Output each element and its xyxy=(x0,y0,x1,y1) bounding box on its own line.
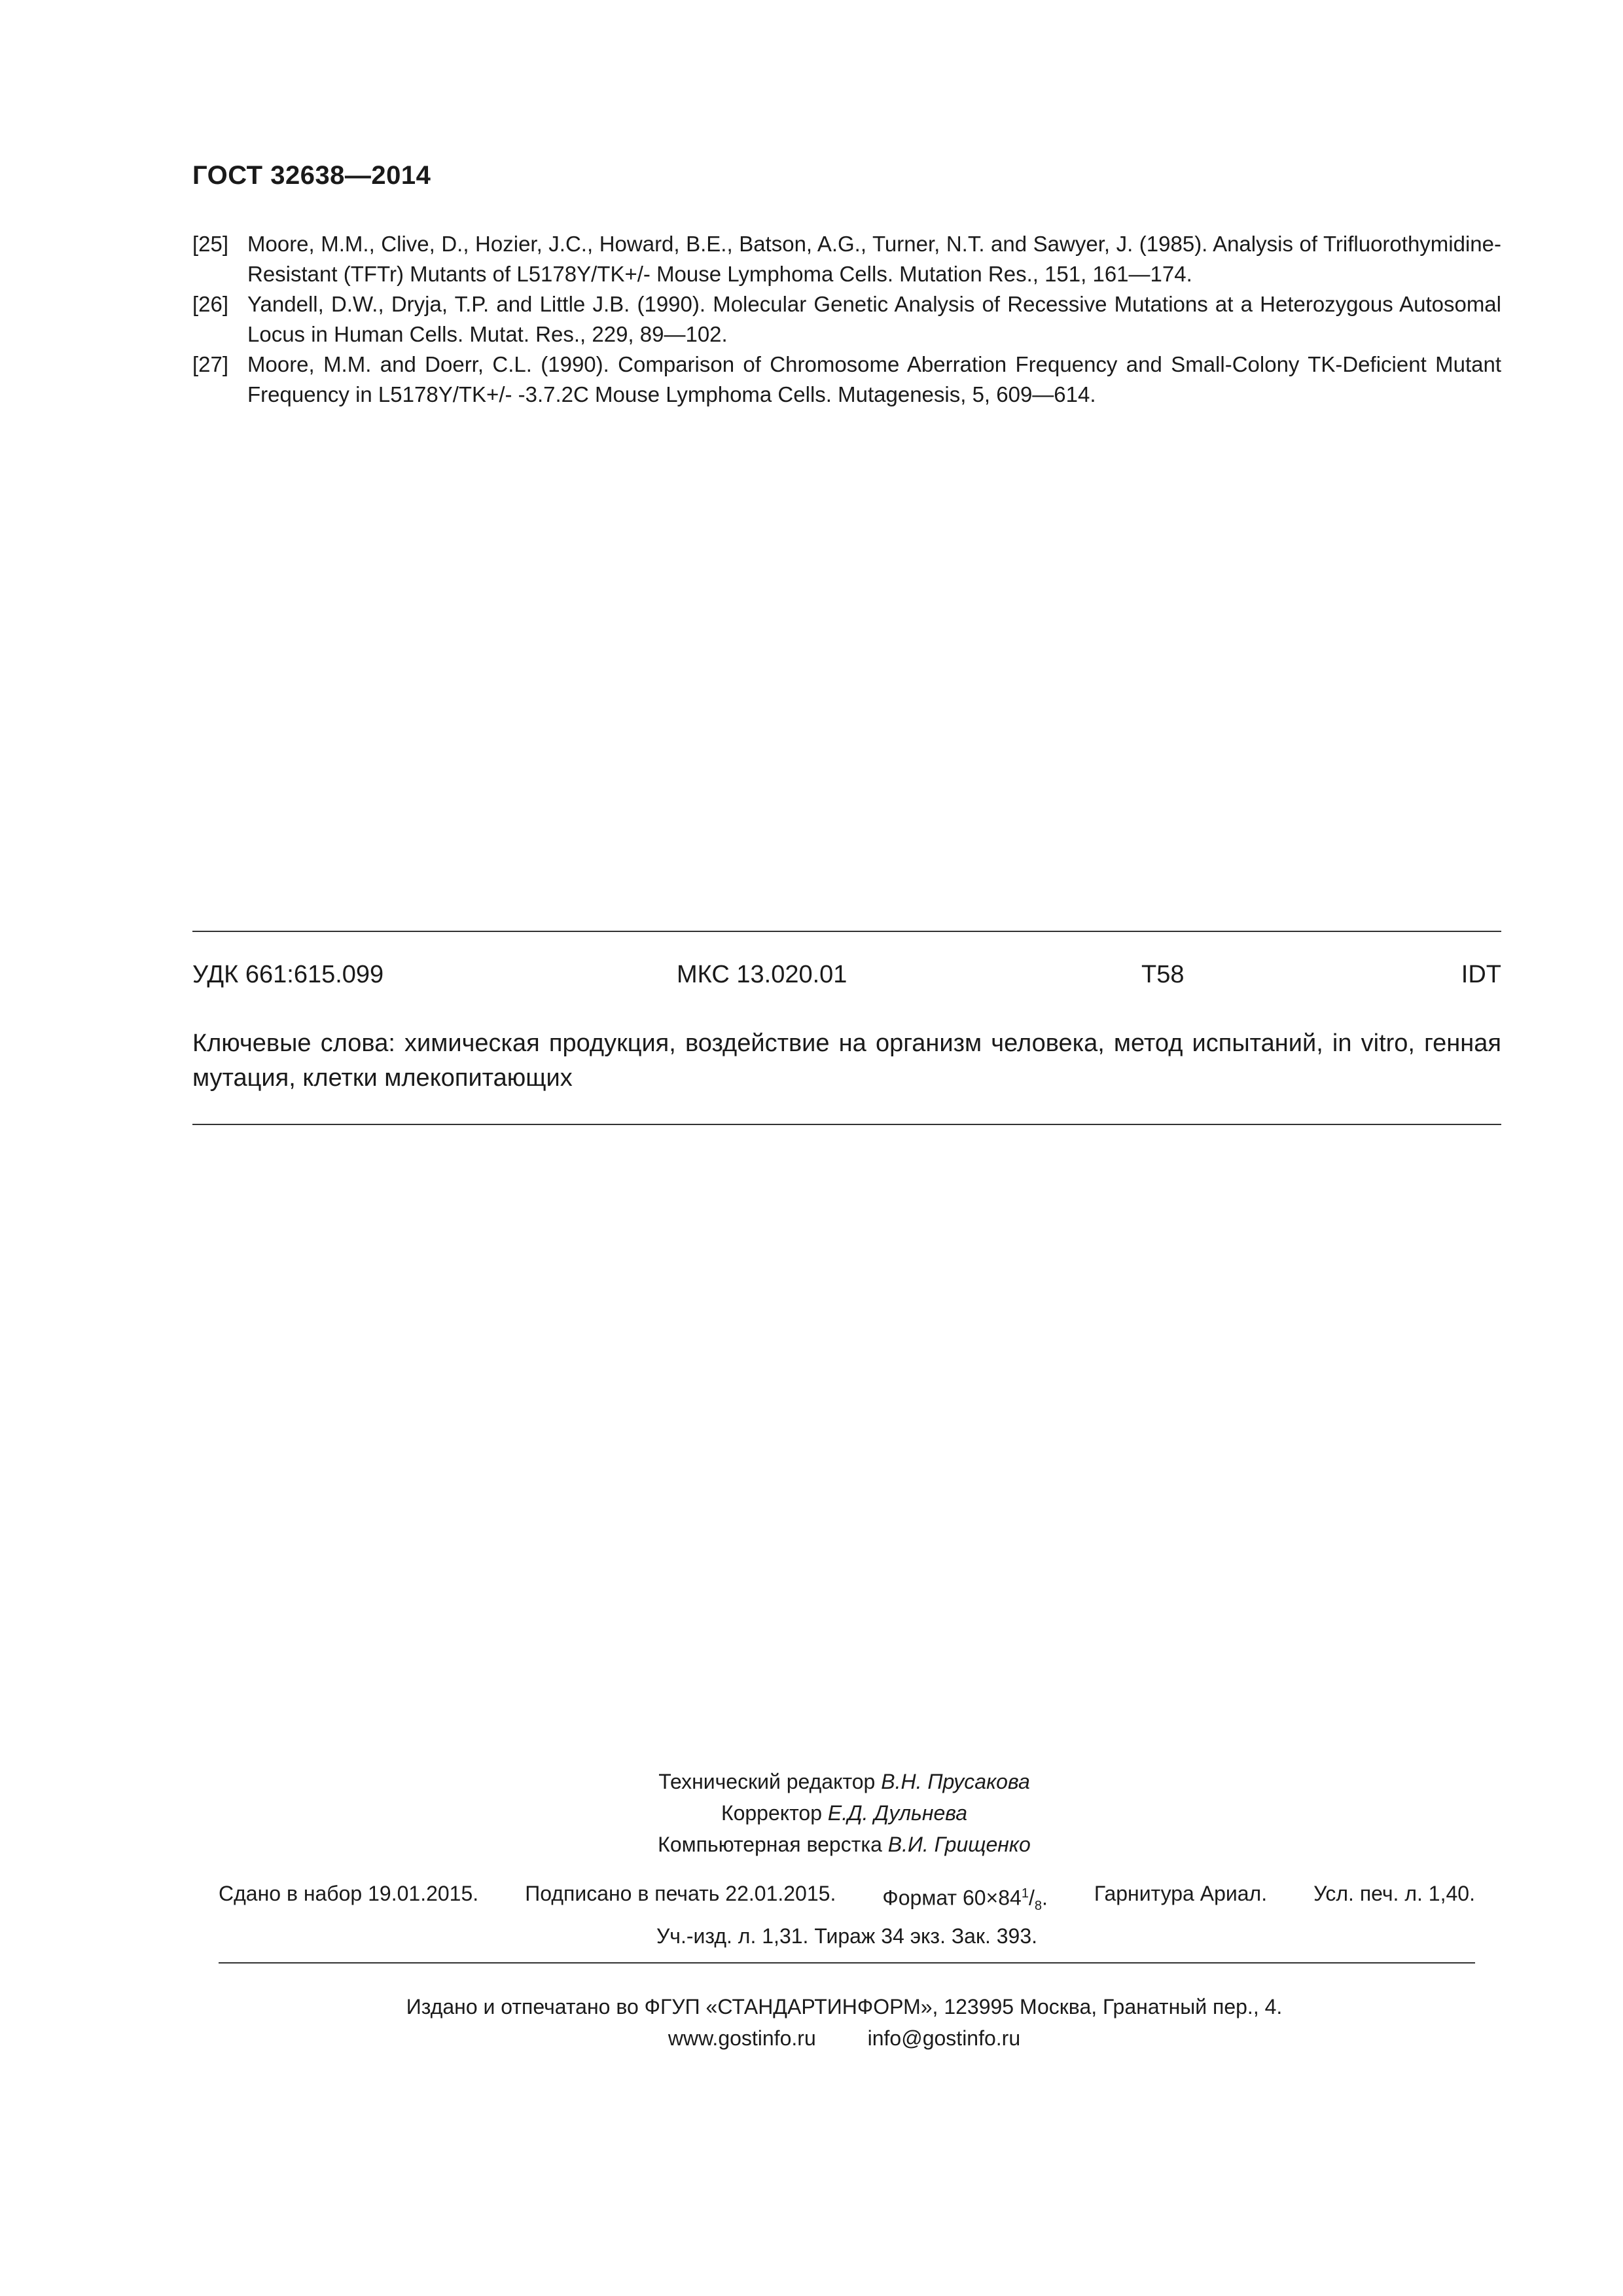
reference-number: [26] xyxy=(192,292,229,316)
signed-date: Подписано в печать 22.01.2015. xyxy=(525,1882,836,1905)
divider-bottom xyxy=(192,1124,1501,1125)
print-info-row xyxy=(219,1878,1475,1921)
reference-item xyxy=(192,229,1501,289)
okp-code: Т58 xyxy=(1141,961,1185,988)
divider-footer xyxy=(219,1962,1475,1964)
tech-editor-name: В.Н. Прусакова xyxy=(881,1770,1030,1793)
print-info-row-2: Уч.-изд. л. 1,31. Тираж 34 экз. Зак. 393. xyxy=(656,1924,1038,1948)
reference-number: [25] xyxy=(192,232,229,256)
publisher-links xyxy=(0,2022,1623,2054)
corrector-name: Е.Д. Дульнева xyxy=(827,1801,968,1825)
tech-editor-line xyxy=(0,1766,1623,1797)
publisher-block xyxy=(0,1991,1623,2054)
typeset-date: Сдано в набор 19.01.2015. xyxy=(219,1882,479,1905)
layout-name: В.И. Грищенко xyxy=(887,1833,1031,1856)
reference-item xyxy=(192,350,1501,410)
print-sheets: Усл. печ. л. 1,40. xyxy=(1313,1882,1475,1905)
reference-text: Yandell, D.W., Dryja, T.P. and Little J.B. (1990). Molecular Genetic Analysis of Recessive Mutations at a Heterozygous Autosomal Locus in Human Cells. Mutat. Res., 229, 89—102. xyxy=(247,292,1501,346)
publisher-line: Издано и отпечатано во ФГУП «СТАНДАРТИНФОРМ», 123995 Москва, Гранатный пер., 4. xyxy=(406,1995,1283,2018)
tech-editor-label: Технический редактор xyxy=(658,1770,876,1793)
standard-code: ГОСТ 32638—2014 xyxy=(192,161,431,190)
paper-format: Формат $60\times 84^1/_8$. xyxy=(882,1886,1048,1914)
corrector-line xyxy=(0,1797,1623,1829)
reference-item xyxy=(192,289,1501,350)
keywords: Ключевые слова: химическая продукция, воздействие на организм человека, метод испытаний, in vitro, генная мутация, клетки млекопитающих xyxy=(192,1030,1501,1092)
reference-text: Moore, M.M. and Doerr, C.L. (1990). Comparison of Chromosome Aberration Frequency and Small-Colony TK-Deficient Mutant Frequency in L5178Y/TK+/- -3.7.2C Mouse Lymphoma Cells. Mutagenesis, 5, 609—614. xyxy=(247,352,1501,406)
reference-number: [27] xyxy=(192,352,229,376)
references-list xyxy=(192,229,1501,410)
print-info xyxy=(219,1878,1475,1951)
divider-top xyxy=(192,931,1501,932)
layout-label: Компьютерная верстка xyxy=(658,1833,882,1856)
website-link[interactable]: www.gostinfo.ru xyxy=(668,2026,816,2050)
idt-code: IDT xyxy=(1461,961,1501,988)
classification-row xyxy=(192,961,1501,994)
typeface: Гарнитура Ариал. xyxy=(1094,1882,1268,1905)
mks-code: МКС 13.020.01 xyxy=(677,961,847,988)
udk-code: УДК 661:615.099 xyxy=(192,961,384,988)
corrector-label: Корректор xyxy=(721,1801,823,1825)
layout-line xyxy=(0,1829,1623,1860)
credits-block xyxy=(0,1766,1623,1860)
reference-text: Moore, M.M., Clive, D., Hozier, J.C., Howard, B.E., Batson, A.G., Turner, N.T. and Sawyer, J. (1985). Analysis of Trifluorothymidine-Resistant (TFTr) Mutants of L5178Y/TK+/- Mouse Lymphoma Cells. Mutation Res., 151, 161—174. xyxy=(247,232,1501,286)
email-link[interactable]: info@gostinfo.ru xyxy=(867,2026,1021,2050)
